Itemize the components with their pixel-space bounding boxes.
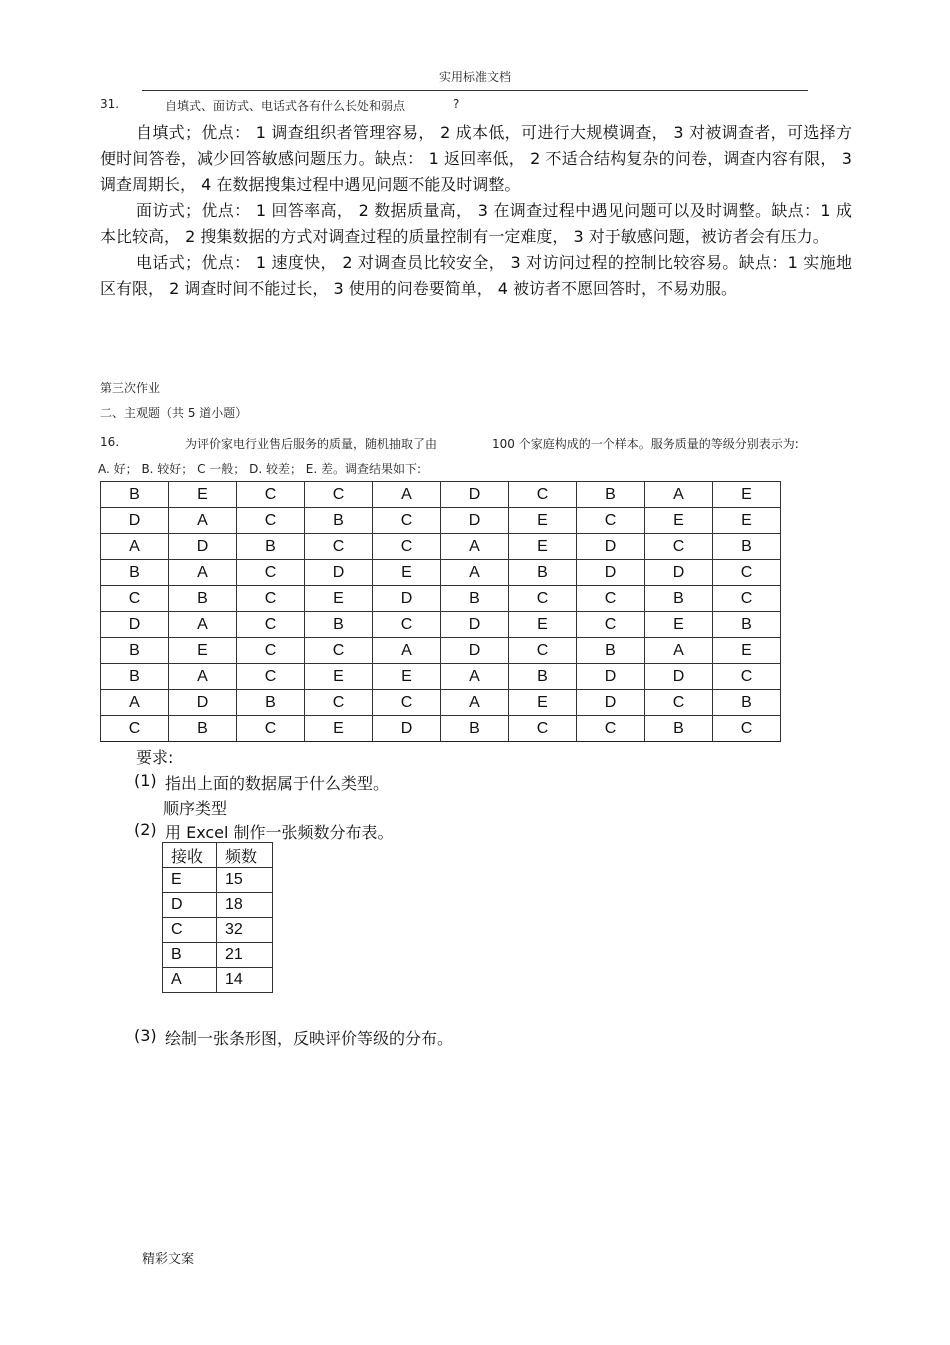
frequency-grade: C (163, 918, 217, 943)
survey-cell: C (713, 560, 781, 586)
frequency-grade: D (163, 893, 217, 918)
survey-cell: E (305, 716, 373, 742)
survey-cell: C (237, 482, 305, 508)
req3-text: 绘制一张条形图，反映评价等级的分布。 (165, 1029, 454, 1048)
frequency-row (163, 868, 273, 893)
survey-cell: A (645, 482, 713, 508)
survey-cell: B (577, 638, 645, 664)
frequency-row (163, 893, 273, 918)
survey-cell: A (441, 690, 509, 716)
survey-cell: D (577, 560, 645, 586)
survey-cell: B (169, 716, 237, 742)
survey-cell: C (373, 612, 441, 638)
survey-cell: B (169, 586, 237, 612)
q31-answer-face-to-face: 面访式；优点： 1 回答率高， 2 数据质量高， 3 在调查过程中遇见问题可以及时调整。缺点：1 成本比较高， 2 搜集数据的方式对调查过程的质量控制有一定难度， 3 对于敏感问题，被访者会有压力。 (100, 201, 852, 246)
req2-text: 用 Excel 制作一张频数分布表。 (165, 823, 394, 842)
survey-cell: D (305, 560, 373, 586)
survey-cell: E (305, 664, 373, 690)
survey-cell: B (101, 638, 169, 664)
survey-cell: E (713, 638, 781, 664)
survey-cell: A (101, 534, 169, 560)
page-footer: 精彩文案 (142, 1252, 195, 1267)
survey-cell: D (577, 690, 645, 716)
survey-cell: D (441, 612, 509, 638)
header-divider (142, 90, 808, 91)
frequency-count: 32 (217, 918, 273, 943)
frequency-grade: A (163, 968, 217, 993)
header-receive: 接收 (163, 843, 217, 868)
survey-cell: D (441, 482, 509, 508)
section-subtitle: 二、主观题（共 5 道小题） (100, 406, 248, 420)
frequency-row (163, 943, 273, 968)
survey-cell: B (509, 664, 577, 690)
survey-cell: E (305, 586, 373, 612)
survey-row (101, 508, 781, 534)
survey-cell: C (237, 638, 305, 664)
survey-cell: C (509, 638, 577, 664)
survey-cell: D (577, 534, 645, 560)
survey-cell: B (101, 482, 169, 508)
survey-row (101, 560, 781, 586)
frequency-grade: E (163, 868, 217, 893)
survey-cell: A (101, 690, 169, 716)
survey-cell: E (713, 482, 781, 508)
survey-cell: C (305, 638, 373, 664)
survey-cell: C (373, 690, 441, 716)
q31-answer (100, 120, 852, 302)
q31-number: 31. (100, 97, 120, 111)
survey-cell: A (169, 612, 237, 638)
survey-cell: C (101, 716, 169, 742)
survey-cell: B (101, 664, 169, 690)
survey-cell: C (373, 508, 441, 534)
survey-cell: C (305, 534, 373, 560)
survey-cell: B (441, 586, 509, 612)
survey-row (101, 586, 781, 612)
survey-cell: E (645, 612, 713, 638)
survey-cell: C (509, 586, 577, 612)
q31-answer-telephone: 电话式；优点： 1 速度快， 2 对调查员比较安全， 3 对访问过程的控制比较容易。缺点：1 实施地区有限， 2 调查时间不能过长， 3 使用的问卷要简单， 4 被访者不愿回答时，不易劝服。 (100, 253, 852, 298)
frequency-table-header (163, 843, 273, 868)
survey-cell: D (645, 664, 713, 690)
survey-cell: B (237, 690, 305, 716)
survey-cell: C (577, 612, 645, 638)
survey-row (101, 482, 781, 508)
survey-cell: B (101, 560, 169, 586)
survey-cell: D (101, 612, 169, 638)
survey-cell: C (509, 482, 577, 508)
req1-text: 指出上面的数据属于什么类型。 (165, 774, 390, 793)
survey-cell: C (577, 716, 645, 742)
survey-cell: C (237, 664, 305, 690)
q16-text-part2: 100 个家庭构成的一个样本。服务质量的等级分别表示为: (492, 437, 799, 451)
survey-cell: B (645, 716, 713, 742)
survey-cell: E (373, 560, 441, 586)
survey-cell: C (509, 716, 577, 742)
req1-number: (1) (134, 771, 157, 790)
header-frequency: 频数 (217, 843, 273, 868)
survey-cell: A (169, 560, 237, 586)
survey-cell: C (713, 664, 781, 690)
q16-grade-legend: A. 好； B. 较好； C 一般； D. 较差； E. 差。调查结果如下: (98, 462, 422, 476)
q31-question-mark: ? (453, 97, 460, 111)
page-header-title: 实用标准文档 (438, 70, 511, 84)
survey-row (101, 690, 781, 716)
survey-cell: A (373, 482, 441, 508)
survey-cell: B (509, 560, 577, 586)
survey-cell: B (305, 612, 373, 638)
survey-cell: D (441, 638, 509, 664)
survey-cell: C (305, 690, 373, 716)
survey-cell: E (509, 508, 577, 534)
survey-row (101, 534, 781, 560)
survey-cell: C (101, 586, 169, 612)
survey-cell: E (169, 638, 237, 664)
survey-cell: D (169, 534, 237, 560)
survey-cell: E (713, 508, 781, 534)
survey-row (101, 612, 781, 638)
survey-cell: D (645, 560, 713, 586)
survey-cell: E (509, 612, 577, 638)
survey-cell: E (509, 690, 577, 716)
frequency-count: 21 (217, 943, 273, 968)
req3-number: (3) (134, 1026, 157, 1045)
survey-cell: C (305, 482, 373, 508)
frequency-grade: B (163, 943, 217, 968)
req2-number: (2) (134, 820, 157, 839)
q16-number: 16. (100, 435, 120, 449)
survey-cell: A (373, 638, 441, 664)
survey-cell: E (509, 534, 577, 560)
survey-cell: E (645, 508, 713, 534)
survey-cell: C (577, 586, 645, 612)
survey-cell: A (441, 664, 509, 690)
survey-cell: A (645, 638, 713, 664)
survey-row (101, 638, 781, 664)
survey-cell: D (441, 508, 509, 534)
survey-cell: C (237, 508, 305, 534)
survey-cell: B (577, 482, 645, 508)
survey-cell: B (645, 586, 713, 612)
survey-cell: D (373, 586, 441, 612)
survey-cell: D (373, 716, 441, 742)
q16-text-part1: 为评价家电行业售后服务的质量，随机抽取了由 (185, 437, 438, 451)
survey-cell: E (373, 664, 441, 690)
frequency-count: 18 (217, 893, 273, 918)
survey-cell: A (169, 508, 237, 534)
survey-cell: C (713, 716, 781, 742)
survey-cell: D (577, 664, 645, 690)
frequency-count: 15 (217, 868, 273, 893)
survey-cell: B (713, 534, 781, 560)
survey-cell: C (237, 586, 305, 612)
req1-answer: 顺序类型 (163, 799, 228, 818)
survey-cell: C (577, 508, 645, 534)
survey-row (101, 716, 781, 742)
survey-cell: B (441, 716, 509, 742)
survey-cell: D (169, 690, 237, 716)
q31-question: 自填式、面访式、电话式各有什么长处和弱点 (165, 99, 406, 113)
survey-cell: B (713, 612, 781, 638)
frequency-row (163, 918, 273, 943)
survey-cell: C (237, 716, 305, 742)
section-title: 第三次作业 (100, 381, 161, 395)
survey-cell: C (645, 690, 713, 716)
q31-answer-self-fill: 自填式；优点： 1 调查组织者管理容易， 2 成本低，可进行大规模调查， 3 对被调查者，可选择方便时间答卷，减少回答敏感问题压力。缺点： 1 返回率低， 2 不适合结构复杂的问卷，调查内容有限， 3 调查周期长， 4 在数据搜集过程中遇见问题不能及时调整。 (100, 123, 852, 194)
frequency-row (163, 968, 273, 993)
survey-cell: C (237, 560, 305, 586)
frequency-table (162, 842, 273, 993)
survey-results-table (100, 481, 781, 742)
survey-cell: D (101, 508, 169, 534)
survey-cell: A (441, 534, 509, 560)
frequency-count: 14 (217, 968, 273, 993)
survey-cell: E (169, 482, 237, 508)
survey-cell: A (169, 664, 237, 690)
requirements-title: 要求: (136, 748, 174, 767)
survey-cell: C (373, 534, 441, 560)
survey-cell: C (645, 534, 713, 560)
survey-cell: B (237, 534, 305, 560)
survey-row (101, 664, 781, 690)
survey-cell: B (305, 508, 373, 534)
survey-cell: C (237, 612, 305, 638)
survey-cell: B (713, 690, 781, 716)
survey-cell: C (713, 586, 781, 612)
survey-cell: A (441, 560, 509, 586)
